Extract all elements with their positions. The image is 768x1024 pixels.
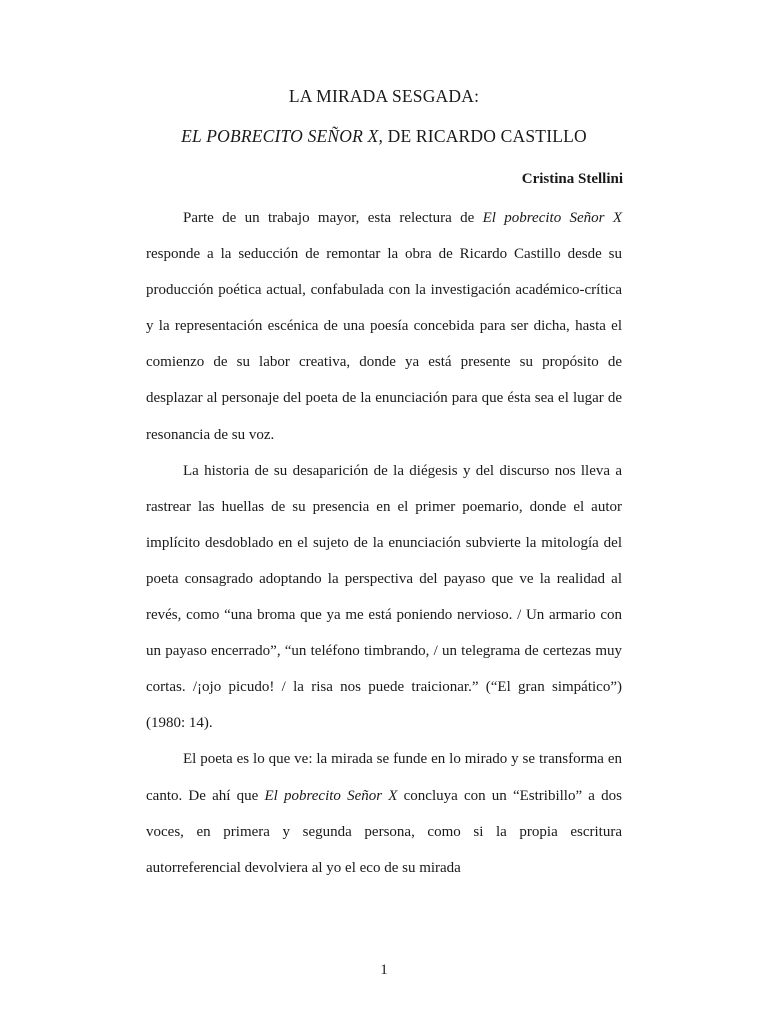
paragraph-text: El poeta es lo que ve: la mirada se funde en lo mirado y se transforma en canto. De ahí que [146, 751, 622, 804]
body-paragraph [146, 200, 622, 453]
italic-book-title: El pobrecito Señor X [264, 787, 398, 804]
body-text [146, 200, 622, 886]
paragraph-text: responde a la seducción de remontar la obra de Ricardo Castillo desde su producción poética actual, confabulada con la investigación académico-crítica y la representación escénica de una poesía concebida para ser dicha, hasta el comienzo de su labor creativa, donde ya está presente su propósito de desplazar al personaje del poeta de la enunciación para que ésta sea el lugar de resonancia de su voz. [146, 246, 622, 443]
body-paragraph [146, 453, 622, 742]
author-name: Cristina Stellini [521, 171, 623, 187]
subtitle-rest: DE RICARDO CASTILLO [383, 126, 587, 146]
page-number: 1 [380, 962, 388, 978]
subtitle-italic: EL POBRECITO SEÑOR X, [181, 126, 384, 146]
paragraph-text: Parte de un trabajo mayor, esta relectura de [183, 210, 483, 226]
body-paragraph [146, 741, 622, 885]
paragraph-text: concluya con un “Estribillo” a dos voces, en primera y segunda persona, como si la propia escritura autorreferencial devolviera al yo el eco de su mirada [146, 787, 622, 876]
italic-book-title: El pobrecito Señor X [482, 210, 622, 226]
document-title: LA MIRADA SESGADA: [288, 86, 480, 106]
paragraph-text: La historia de su desaparición de la diégesis y del discurso nos lleva a rastrear las huellas de su presencia en el primer poemario, donde el autor implícito desdoblado en el sujeto de la enunciación subvierte la mitología del poeta consagrado adoptando la perspectiva del payaso que ve la realidad al revés, como “una broma que ya me está poniendo nervioso. / Un armario con un payaso encerrado”, “un teléfono timbrando, / un telegrama de certezas muy cortas. /¡ojo picudo! / la risa nos puede traicionar.” (“El gran simpático”)(1980: 14). [146, 462, 622, 732]
document-subtitle [0, 126, 768, 147]
